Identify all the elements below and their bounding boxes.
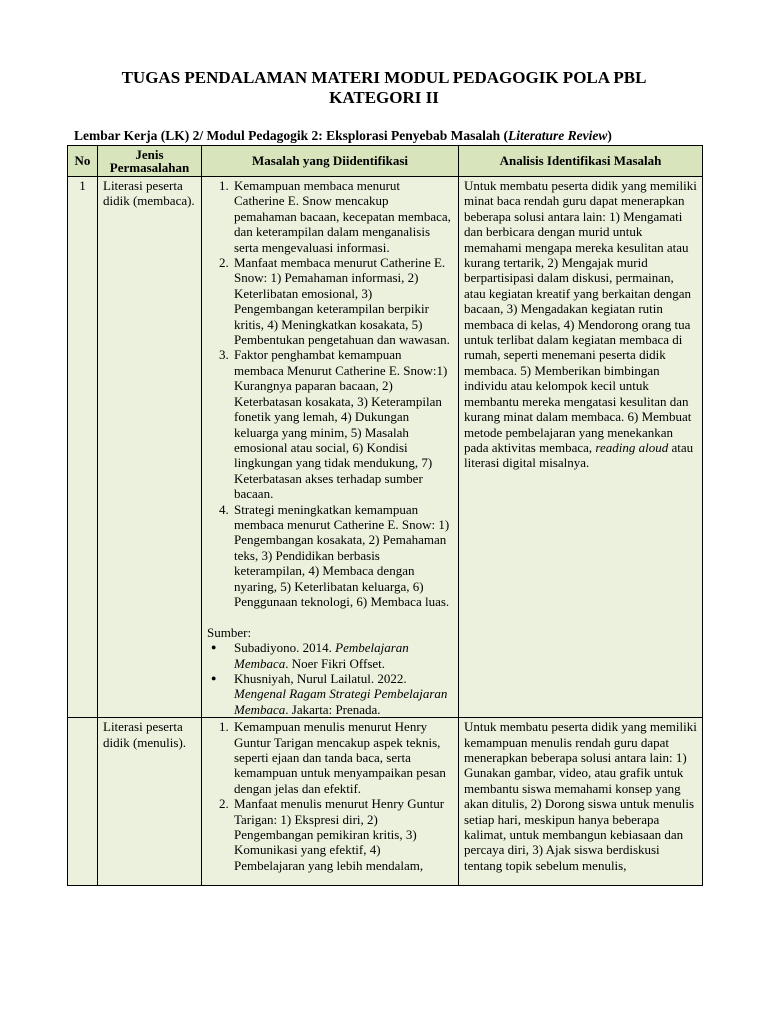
analisis-text: Untuk membatu peserta didik yang memiliki kemampuan menulis rendah guru dapat menerapkan beberapa solusi antara lain: 1) Gunakan gambar, video, atau grafik untuk membantu siswa memahami konsep yang akan ditulis, 2) Dorong siswa untuk menulis setiap hari, meskipun hanya beberapa kalimat, untuk membangun kebiasaan dan percaya diri, 3) Ajak siswa berdiskusi tentang topik sebelum menulis, xyxy=(464,719,697,873)
masalah-list xyxy=(207,178,453,609)
row-masalah xyxy=(202,177,459,718)
row-masalah xyxy=(202,718,459,886)
list-item: 1. Kemampuan menulis menurut Henry Guntur Tarigan mencakup aspek teknis, seperti ejaan dan tanda baca, serta kemampuan untuk menyampaikan pesan dengan jelas dan efektif. xyxy=(232,719,453,796)
row-number xyxy=(68,718,98,886)
header-jenis: Jenis Permasalahan xyxy=(98,146,202,177)
list-item: 2. Manfaat membaca menurut Catherine E. Snow: 1) Pemahaman informasi, 2) Keterlibatan emosional, 3) Pengembangan keterampilan berpikir kritis, 4) Meningkatkan kosakata, 5) Pembentukan pengetahuan dan wawasan. xyxy=(232,255,453,347)
document-title xyxy=(60,68,708,108)
sumber-publisher: . Noer Fikri Offset. xyxy=(285,655,386,671)
row-jenis: Literasi peserta didik (membaca). xyxy=(98,177,202,718)
masalah-list xyxy=(207,719,453,873)
row-jenis xyxy=(98,718,202,886)
table-header-row xyxy=(68,146,703,177)
sumber-title: Pembelajaran Membaca xyxy=(234,640,409,671)
subtitle-prefix: Lembar Kerja (LK) 2/ Modul Pedagogik 2: Eksplorasi Penyebab Masalah ( xyxy=(74,128,509,143)
worksheet-subtitle xyxy=(74,127,754,144)
sumber-author: Subadiyono. 2014. xyxy=(234,640,336,656)
title-line-1: TUGAS PENDALAMAN MATERI MODUL PEDAGOGIK POLA PBL xyxy=(121,68,647,87)
row-analisis xyxy=(459,718,703,886)
sumber-author: Khusniyah, Nurul Lailatul. 2022. xyxy=(234,670,407,686)
sumber-item xyxy=(232,671,453,717)
row-number: 1 xyxy=(68,177,98,718)
sumber-item xyxy=(232,640,453,671)
worksheet-table xyxy=(67,145,703,886)
header-masalah: Masalah yang Diidentifikasi xyxy=(202,146,459,177)
table-row xyxy=(68,177,703,718)
list-item: 4. Strategi meningkatkan kemampuan membaca menurut Catherine E. Snow: 1) Pengembangan kosakata, 2) Pemahaman teks, 3) Pendidikan berbasis keterampilan, 4) Membaca dengan nyaring, 5) Keterlibatan keluarga, 6) Penggunaan teknologi, 6) Membaca luas. xyxy=(232,502,453,610)
table-row xyxy=(68,718,703,886)
sumber-title: Mengenal Ragam Strategi Pembelajaran Membaca xyxy=(234,686,448,717)
row-analisis xyxy=(459,177,703,718)
title-line-2: KATEGORI II xyxy=(329,88,439,107)
subtitle-italic: Literature Review xyxy=(508,128,608,143)
subtitle-suffix: ) xyxy=(607,128,612,143)
sumber-list xyxy=(207,640,453,717)
jenis-text: Literasi peserta didik (menulis). xyxy=(103,719,187,750)
masalah-clip xyxy=(207,719,453,885)
list-item: 3. Faktor penghambat kemampuan membaca Menurut Catherine E. Snow:1) Kurangnya paparan bacaan, 2) Keterbatasan kosakata, 3) Keterampilan fonetik yang lemah, 4) Dukungan keluarga yang minim, 5) Masalah emosional atau social, 6) Kondisi lingkungan yang tidak mendukung, 7) Keterbatasan akses terhadap sumber bacaan. xyxy=(232,347,453,501)
header-analisis: Analisis Identifikasi Masalah xyxy=(459,146,703,177)
list-item: 1. Kemampuan membaca menurut Catherine E. Snow mencakup pemahaman bacaan, kecepatan membaca, dan keterampilan dalam menganalisis serta mengevaluasi informasi. xyxy=(232,178,453,255)
analisis-text: Untuk membatu peserta didik yang memiliki minat baca rendah guru dapat menerapkan beberapa solusi antara lain: 1) Mengamati dan berbicara dengan murid untuk memahami mengapa mereka kesulitan atau kurang tertarik, 2) Mengajak murid berpartisipasi dalam diskusi, permainan, atau kegiatan kreatif yang berkaitan dengan bacaan, 3) Mengadakan kegiatan rutin membaca di kelas, 4) Mendorong orang tua untuk terlibat dalam kegiatan membaca di rumah, seperti menemani peserta didik membaca. 5) Memberikan bimbingan individu atau kelompok kecil untuk membantu mereka mengatasi kesulitan dan kurang minat dalam membaca. 6) Membuat metode pembelajaran yang menekankan pada aktivitas membaca, xyxy=(464,178,697,455)
analisis-text-end: atau literasi digital misalnya. xyxy=(464,439,694,471)
header-no: No xyxy=(68,146,98,177)
analisis-italic: reading aloud xyxy=(595,439,669,455)
sumber-label: Sumber: xyxy=(207,624,252,640)
sumber-publisher: . Jakarta: Prenada. xyxy=(285,701,381,717)
list-item: 2. Manfaat menulis menurut Henry Guntur Tarigan: 1) Ekspresi diri, 2) Pengembangan pemikiran kritis, 3) Komunikasi yang efektif, 4) Pembelajaran yang lebih mendalam, xyxy=(232,796,453,873)
